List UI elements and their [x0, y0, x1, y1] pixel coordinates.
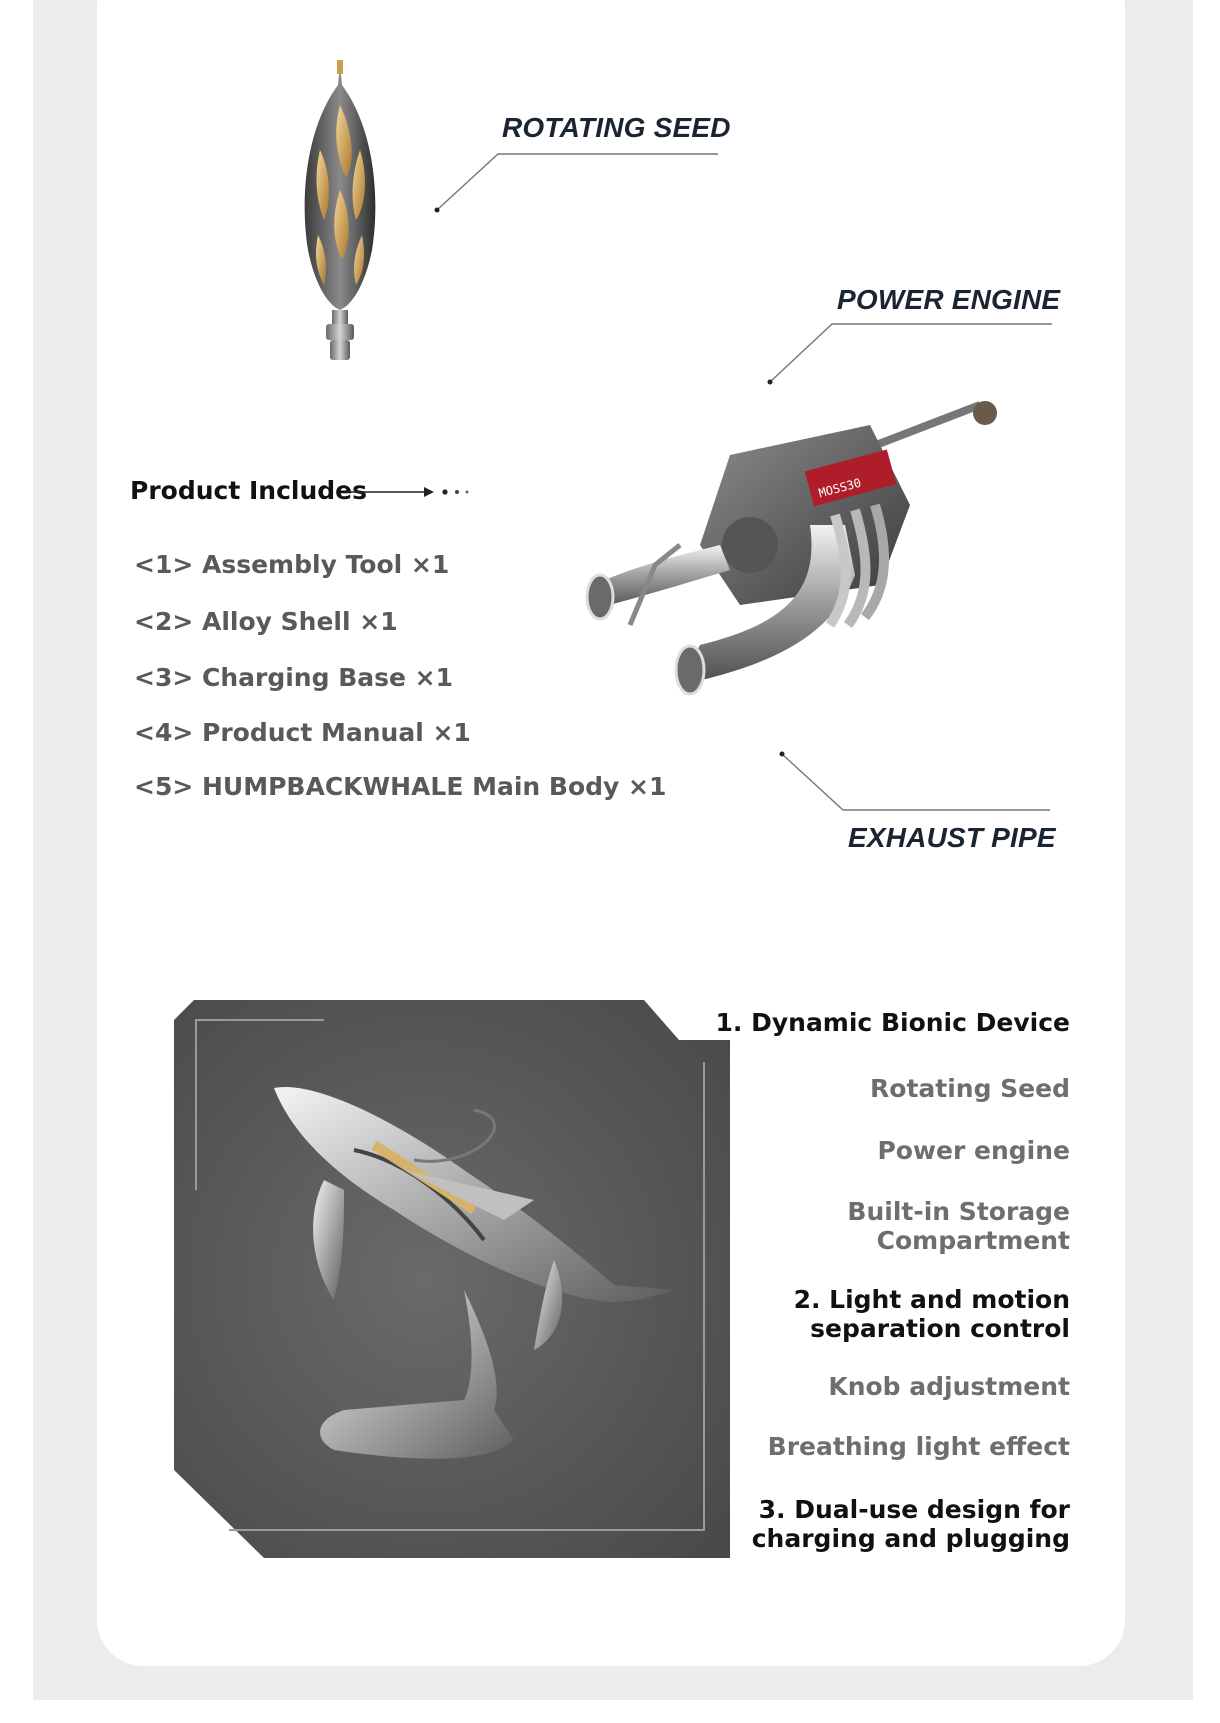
- arrow-right-icon: [346, 484, 476, 500]
- feature-power-engine: Power engine: [877, 1136, 1070, 1165]
- feature-breathing: Breathing light effect: [767, 1432, 1070, 1461]
- includes-item: <3> Charging Base ×1: [134, 663, 454, 692]
- feature-storage: [847, 1197, 1070, 1255]
- includes-item: <2> Alloy Shell ×1: [134, 607, 398, 636]
- feature-dynamic-bionic: 1. Dynamic Bionic Device: [715, 1008, 1070, 1037]
- power-engine-callout: POWER ENGINE: [837, 284, 1061, 315]
- whale-product-panel: [174, 1000, 734, 1560]
- feature-light-motion-line2: separation control: [810, 1314, 1070, 1343]
- feature-storage-line1: Built-in Storage: [847, 1197, 1070, 1226]
- includes-item: <5> HUMPBACKWHALE Main Body ×1: [134, 772, 667, 801]
- includes-item: <1> Assembly Tool ×1: [134, 550, 450, 579]
- feature-dual-use-line1: 3. Dual-use design for: [758, 1495, 1070, 1524]
- feature-light-motion: [794, 1285, 1070, 1343]
- rotating-seed-callout: ROTATING SEED: [502, 112, 731, 143]
- feature-knob: Knob adjustment: [828, 1372, 1070, 1401]
- feature-dual-use-line2: charging and plugging: [751, 1524, 1070, 1553]
- feature-dual-use: [752, 1495, 1070, 1553]
- includes-item: <4> Product Manual ×1: [134, 718, 471, 747]
- feature-storage-line2: Compartment: [876, 1226, 1070, 1255]
- exhaust-pipe-callout: EXHAUST PIPE: [848, 822, 1056, 853]
- product-includes-title: Product Includes: [130, 476, 368, 505]
- svg-text:MOSS30: MOSS30: [817, 475, 863, 501]
- power-engine-image: [580, 395, 1000, 725]
- feature-rotating-seed: Rotating Seed: [870, 1074, 1070, 1103]
- feature-light-motion-line1: 2. Light and motion: [793, 1285, 1070, 1314]
